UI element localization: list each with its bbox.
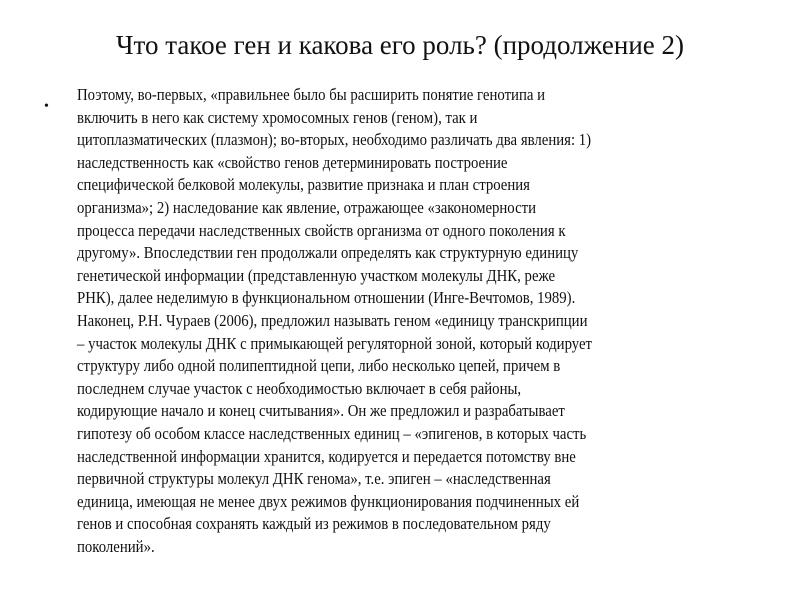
text-line: единица, имеющая не менее двух режимов функционирования подчиненных ей (77, 491, 580, 511)
text-line: структуру либо одной полипептидной цепи, либо несколько цепей, причем в (77, 356, 561, 376)
text-line: наследственность как «свойство генов детерминировать построение (77, 152, 508, 172)
text-line: генов и способная сохранять каждый из режимов в последовательном ряду (77, 514, 551, 534)
text-line: Наконец, Р.Н. Чураев (2006), предложил называть геном «единицу транскрипции (77, 310, 588, 330)
bullet-icon: • (44, 99, 49, 114)
text-line: Поэтому, во-первых, «правильнее было бы расширить понятие генотипа и (77, 85, 546, 104)
text-line: специфической белковой молекулы, развитие признака и план строения (77, 175, 530, 195)
text-line: первичной структуры молекул ДНК генома», т.е. эпиген – «наследственная (77, 469, 551, 489)
text-line: РНК), далее неделимую в функциональном отношении (Инге-Вечтомов, 1989). (77, 288, 576, 308)
slide-title: Что такое ген и какова его роль? (продолжение 2) (115, 30, 685, 60)
text-line: наследственной информации хранится, кодируется и передается потомству вне (77, 446, 576, 466)
text-line: последнем случае участок с необходимостью включает в себя районы, (77, 378, 522, 398)
text-line: включить в него как систему хромосомных генов (геном), так и (77, 107, 478, 127)
text-line: кодирующие начало и конец считывания». Он же предложил и разрабатывает (77, 401, 565, 421)
text-line: поколений». (77, 536, 155, 556)
text-line: другому». Впоследствии ген продолжали определять как структурную единицу (77, 243, 579, 263)
text-line: генетической информации (представленную участком молекулы ДНК, реже (77, 265, 556, 285)
text-line: процесса передачи наследственных свойств организма от одного поколения к (77, 220, 566, 240)
text-line: цитоплазматических (плазмон); во-вторых, необходимо различать два явления: 1) (77, 130, 592, 150)
text-line: гипотезу об особом классе наследственных единиц – «эпигенов, в которых часть (77, 423, 587, 443)
bullet-paragraph (77, 84, 777, 558)
text-line: – участок молекулы ДНК с примыкающей регуляторной зоной, который кодирует (77, 333, 593, 353)
text-line: организма»; 2) наследование как явление, отражающее «закономерности (77, 197, 536, 217)
